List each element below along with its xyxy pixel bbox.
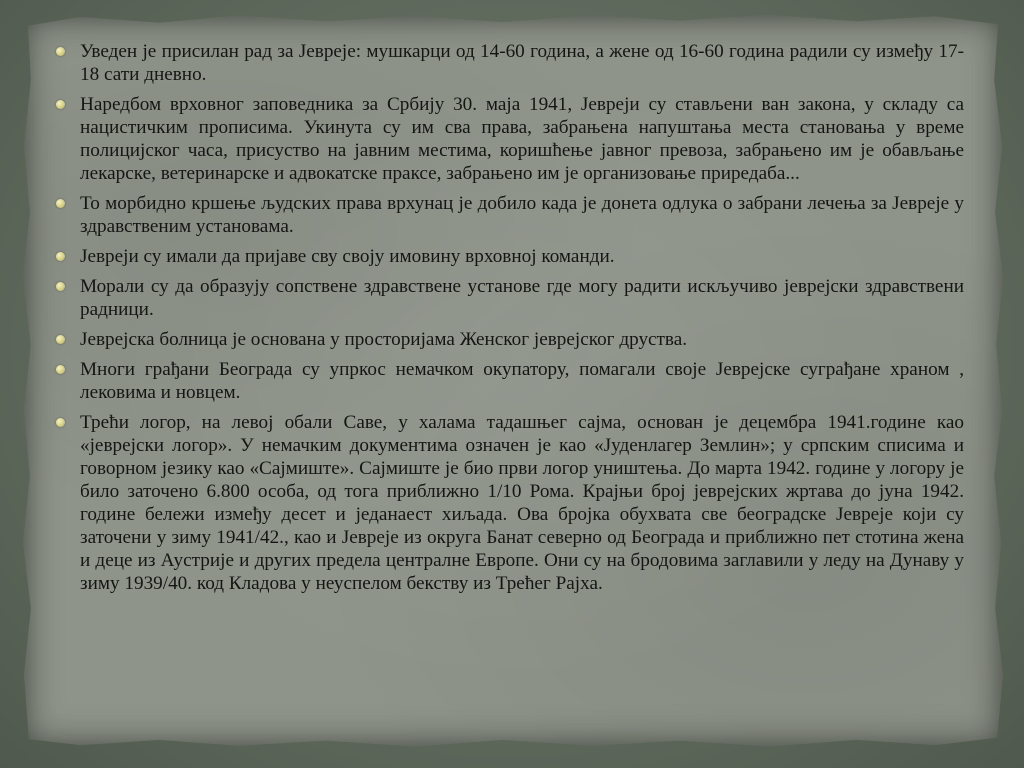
slide-content [46, 40, 964, 720]
bullet-dot-icon [56, 252, 65, 261]
bullet-item [46, 93, 964, 185]
bullet-text: Уведен је присилан рад за Јевреје: мушкарци од 14-60 година, а жене од 16-60 година радили су између 17-18 сати дневно. [80, 41, 964, 85]
bullet-dot-icon [56, 199, 65, 208]
bullet-dot-icon [56, 418, 65, 427]
bullet-item [46, 275, 964, 321]
bullet-item [46, 358, 964, 404]
bullet-text: То морбидно кршење људских права врхунац је добило када је донета одлука о забрани лечења за Јевреје у здравственим установама. [80, 193, 964, 237]
bullet-dot-icon [56, 335, 65, 344]
bullet-text: Многи грађани Београда су упркос немачком окупатору, помагали своје Јеврејске суграђане храном , лековима и новцем. [80, 359, 964, 403]
bullet-text: Наредбом врховног заповедника за Србију 30. маја 1941, Јевреји су стављени ван закона, у складу са нацистичким прописима. Укинута су им сва права, забрањена напуштања места становања у време полицијског часа, присуство на јавним местима, коришћење јавног превоза, забрањено им је обављање лекарске, ветеринарске и адвокатске праксе, забрањено им је организовање приредаба... [80, 94, 964, 184]
bullet-dot-icon [56, 100, 65, 109]
bullet-dot-icon [56, 282, 65, 291]
bullet-dot-icon [56, 365, 65, 374]
bullet-text: Трећи логор, на левој обали Саве, у халама тадашњег сајма, основан је децембра 1941.године као «јеврејски логор». У немачким документима означен је као «Јуденлагер Землин»; у српским списима и говорном језику као «Сајмиште». Сајмиште је био први логор уништења. До марта 1942. године у логору је било заточено 6.800 особа, од тога приближно 1/10 Рома. Крајњи број јеврејских жртава до јуна 1942. године бележи између десет и једанаест хиљада. Ова бројка обухвата све београдске Јевреје који су заточени у зиму 1941/42., као и Јевреје из округа Банат северно од Београда и приближно пет стотина жена и деце из Аустрије и других предела централне Европе. Они су на бродовима заглавили у леду на Дунаву у зиму 1939/40. код Кладова у неуспелом бекству из Трећег Рајха. [80, 412, 964, 594]
bullet-item [46, 245, 964, 268]
bullet-dot-icon [56, 47, 65, 56]
bullet-item [46, 192, 964, 238]
bullet-text: Морали су да образују сопствене здравствене установе где могу радити искључиво јеврејски здравствени радници. [80, 276, 964, 320]
bullet-item [46, 40, 964, 86]
bullet-item [46, 328, 964, 351]
bullet-list [46, 40, 964, 595]
bullet-text: Јевреји су имали да пријаве сву своју имовину врховној команди. [80, 246, 615, 267]
bullet-text: Јеврејска болница је основана у просторијама Женског јеврејског друства. [80, 329, 688, 350]
bullet-item [46, 411, 964, 595]
